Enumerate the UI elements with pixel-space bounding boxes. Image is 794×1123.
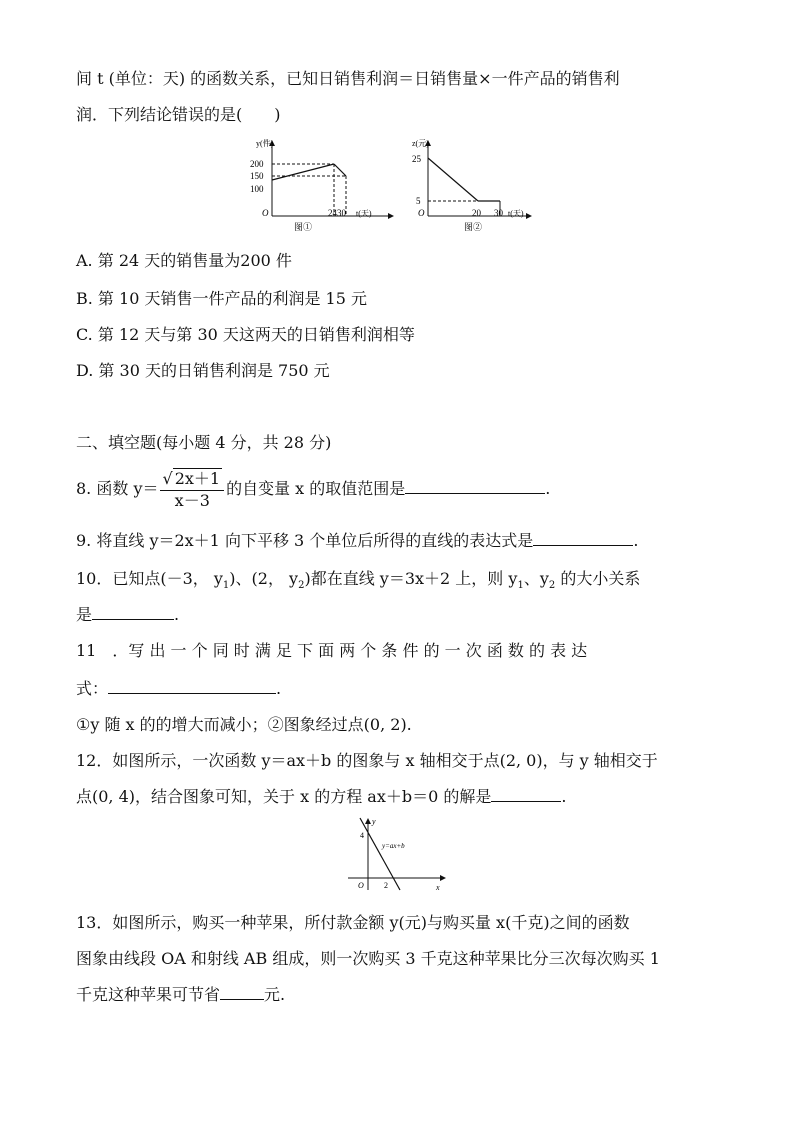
option-d: D. 第 30 天的日销售利润是 750 元 bbox=[76, 361, 330, 380]
question-10-line-1: 10．已知点(－3， $y_1$)、(2， $y_2$)都在直线 y＝3x＋2 上，则 $y_1$、$y_2$ 的大小关系 bbox=[76, 569, 641, 592]
q8-denominator: x－3 bbox=[174, 491, 210, 510]
q8-fraction bbox=[160, 468, 224, 511]
question-13-line-2: 图象由线段 OA 和射线 AB 组成，则一次购买 3 千克这种苹果比分三次每次购买 1 bbox=[76, 949, 660, 968]
q8-prefix: 8. 函数 y＝ bbox=[76, 479, 159, 498]
fig2-y-axis-label: z(元) bbox=[412, 139, 429, 148]
question-8: 8. 函数 y＝ $\frac{√ 2x+1}{x-3}$ 的自变量 x 的取值范围是 . bbox=[76, 469, 551, 510]
q13-answer-blank[interactable] bbox=[220, 985, 264, 1000]
question-10-line-2: 是 . bbox=[76, 605, 180, 624]
fig1-origin: O bbox=[262, 208, 269, 218]
option-a: A. 第 24 天的销售量为200 件 bbox=[76, 251, 292, 270]
question-12-line-1: 12．如图所示，一次函数 y＝ax＋b 的图象与 x 轴相交于点(2, 0)，与 y 轴相交于 bbox=[76, 751, 658, 770]
fig2-origin: O bbox=[418, 208, 425, 218]
q12-fig-y: y bbox=[372, 817, 376, 826]
fig1-y-axis-label: y(件) bbox=[256, 139, 274, 148]
q12-fig-tick-2: 2 bbox=[384, 881, 388, 890]
figure-2 bbox=[408, 136, 538, 236]
question-13-line-1: 13．如图所示，购买一种苹果，所付款金额 y(元)与购买量 x(千克)之间的函数 bbox=[76, 913, 630, 932]
fig1-x-axis-label: t(天) bbox=[356, 209, 372, 218]
question-13-line-3: 千克这种苹果可节省 元. bbox=[76, 985, 286, 1004]
section-title: 二、填空题(每小题 4 分，共 28 分) bbox=[76, 433, 332, 452]
question-12-line-2: 点(0, 4)，结合图象可知，关于 x 的方程 ax＋b＝0 的解是 . bbox=[76, 787, 567, 806]
fig1-tick-x: 2430 bbox=[328, 208, 346, 218]
question-11-line-2: 式： . bbox=[76, 679, 282, 698]
option-b: B. 第 10 天销售一件产品的利润是 15 元 bbox=[76, 289, 367, 308]
q12-figure bbox=[344, 814, 450, 894]
q12-fig-x: x bbox=[436, 883, 440, 892]
fig2-tick-5: 5 bbox=[416, 196, 421, 206]
q8-suffix: 的自变量 x 的取值范围是 bbox=[226, 479, 406, 498]
sqrt-icon: √ bbox=[162, 469, 173, 488]
q12-fig-line-label: y=ax+b bbox=[382, 842, 405, 850]
figure-1 bbox=[250, 136, 400, 236]
q8-answer-blank[interactable] bbox=[405, 479, 545, 494]
q7-line-2: 润．下列结论错误的是( ) bbox=[76, 105, 281, 124]
fig2-caption: 图② bbox=[464, 222, 483, 232]
question-9: 9. 将直线 y＝2x＋1 向下平移 3 个单位后所得的直线的表达式是 . bbox=[76, 531, 639, 550]
fig2-tick-20: 20 bbox=[472, 208, 481, 218]
q7-line-1: 间 t (单位：天) 的函数关系，已知日销售利润＝日销售量×一件产品的销售利 bbox=[76, 69, 620, 88]
q11-answer-blank[interactable] bbox=[108, 679, 276, 694]
question-11-line-3: ①y 随 x 的的增大而减小；②图象经过点(0, 2). bbox=[76, 715, 412, 734]
fig1-caption: 图① bbox=[294, 222, 313, 232]
fig1-tick-200: 200 bbox=[250, 159, 264, 169]
fig1-tick-100: 100 bbox=[250, 184, 264, 194]
question-11-line-1: 11 ．写 出 一 个 同 时 满 足 下 面 两 个 条 件 的 一 次 函 数 的 表 达 bbox=[76, 641, 588, 660]
q9-answer-blank[interactable] bbox=[533, 531, 633, 546]
q12-answer-blank[interactable] bbox=[491, 787, 561, 802]
q12-fig-tick-4: 4 bbox=[360, 831, 364, 840]
q10-answer-blank[interactable] bbox=[92, 605, 174, 620]
fig2-tick-25: 25 bbox=[412, 154, 421, 164]
fig2-x-axis-label: t(天) bbox=[508, 209, 524, 218]
option-c: C. 第 12 天与第 30 天这两天的日销售利润相等 bbox=[76, 325, 415, 344]
fig2-tick-30: 30 bbox=[494, 208, 503, 218]
fig1-tick-150: 150 bbox=[250, 171, 264, 181]
q12-fig-origin: O bbox=[358, 881, 364, 890]
q8-numerator: 2x＋1 bbox=[174, 469, 221, 488]
